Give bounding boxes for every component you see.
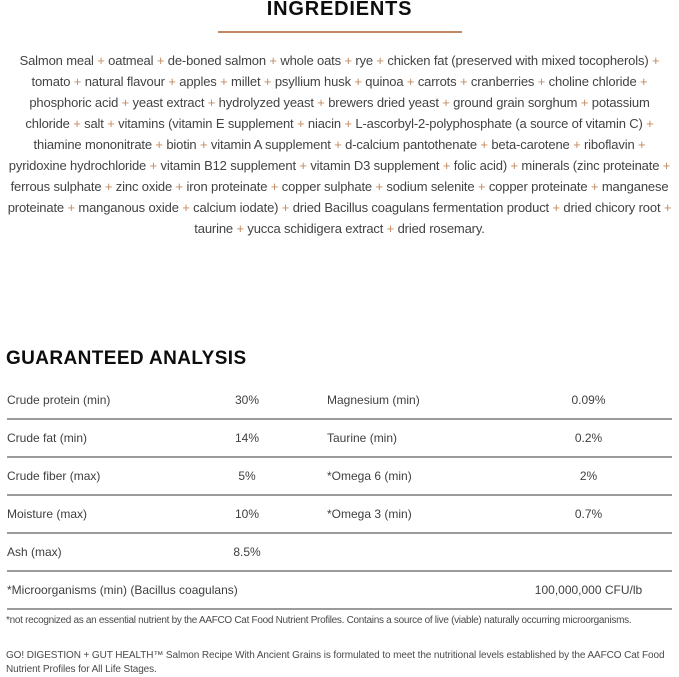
analysis-value: 0.7% xyxy=(574,507,603,521)
analysis-label: Crude protein (min) xyxy=(7,393,111,407)
guaranteed-analysis-title: GUARANTEED ANALYSIS xyxy=(6,348,247,369)
plus-separator: + xyxy=(350,74,366,89)
plus-separator: + xyxy=(267,179,282,194)
plus-separator: + xyxy=(659,158,671,173)
analysis-row xyxy=(7,420,672,458)
analysis-value: 8.5% xyxy=(233,545,261,559)
footnote-nutrient-disclaimer: *not recognized as an essential nutrient by the AAFCO Cat Food Nutrient Profiles. Contains a source of live (viable) naturally occurring microorganisms. xyxy=(6,615,632,626)
plus-separator: + xyxy=(293,116,308,131)
plus-separator: + xyxy=(587,179,602,194)
plus-separator: + xyxy=(371,179,387,194)
plus-separator: + xyxy=(660,200,672,215)
analysis-value: 0.2% xyxy=(574,431,603,445)
analysis-label: Crude fat (min) xyxy=(7,431,88,445)
analysis-row xyxy=(7,382,672,420)
plus-separator: + xyxy=(153,53,168,68)
analysis-row xyxy=(7,496,672,534)
analysis-row xyxy=(7,458,672,496)
plus-separator: + xyxy=(103,116,119,131)
plus-separator: + xyxy=(101,179,116,194)
plus-separator: + xyxy=(178,200,194,215)
analysis-value: 30% xyxy=(234,393,260,407)
title-divider-rule xyxy=(218,31,462,33)
ingredients-list: Salmon meal + oatmeal + de-boned salmon + whole oats + rye + chicken fat (preserved with mixed tocopherols) + tomato + natural flavour + apples + millet + psyllium husk + quinoa + carrots + cranberries + choline chloride + phosphoric acid + yeast extract + hydrolyzed yeast + brewers dried yeast + ground grain sorghum + potassium chloride + salt + vitamins (vitamin E supplement + niacin + L-ascorbyl-2-polyphosphate (a source of vitamin C) + thiamine mononitrate + biotin + vitamin A supplement + d-calcium pantothenate + beta-carotene + riboflavin + pyridoxine hydrochloride + vitamin B12 supplement + vitamin D3 supplement + folic acid) + minerals (zinc proteinate + ferrous sulphate + zinc oxide + iron proteinate + copper sulphate + sodium selenite + copper proteinate + manganese proteinate + manganous oxide + calcium iodate) + dried Bacillus coagulans fermentation product + dried chicory root + taurine + yucca schidigera extract + dried rosemary. xyxy=(7,53,672,236)
analysis-label: Magnesium (min) xyxy=(327,393,420,407)
plus-separator: + xyxy=(634,137,646,152)
plus-separator: + xyxy=(340,53,356,68)
plus-separator: + xyxy=(69,116,85,131)
plus-separator: + xyxy=(476,137,492,152)
plus-separator: + xyxy=(118,95,133,110)
plus-separator: + xyxy=(151,137,167,152)
plus-separator: + xyxy=(642,116,654,131)
analysis-label: Taurine (min) xyxy=(327,431,398,445)
plus-separator: + xyxy=(507,158,522,173)
plus-separator: + xyxy=(569,137,584,152)
footnote-aafco-statement: GO! DIGESTION + GUT HEALTH™ Salmon Recipe With Ancient Grains is formulated to meet the nutritional levels established by the AAFCO Cat Food Nutrient Profiles for All Life Stages. xyxy=(6,650,665,675)
plus-separator: + xyxy=(64,200,79,215)
analysis-label: Crude fiber (max) xyxy=(7,469,101,483)
analysis-label: *Omega 3 (min) xyxy=(327,507,412,521)
plus-separator: + xyxy=(456,74,471,89)
plus-separator: + xyxy=(549,200,564,215)
plus-separator: + xyxy=(330,137,346,152)
plus-separator: + xyxy=(577,95,592,110)
plus-separator: + xyxy=(295,158,311,173)
analysis-value: 10% xyxy=(234,507,260,521)
analysis-value: 0.09% xyxy=(571,393,606,407)
analysis-value: 100,000,000 CFU/lb xyxy=(534,583,643,597)
analysis-label: *Omega 6 (min) xyxy=(327,469,412,483)
ingredients-title: INGREDIENTS xyxy=(266,0,413,20)
plus-separator: + xyxy=(438,95,454,110)
plus-separator: + xyxy=(636,74,648,89)
plus-separator: + xyxy=(313,95,329,110)
plus-separator: + xyxy=(403,74,418,89)
analysis-row xyxy=(7,534,672,572)
analysis-label: *Microorganisms (min) (Bacillus coagulans) xyxy=(7,583,238,597)
plus-separator: + xyxy=(196,137,211,152)
plus-separator: + xyxy=(146,158,161,173)
plus-separator: + xyxy=(265,53,281,68)
plus-separator: + xyxy=(439,158,454,173)
plus-separator: + xyxy=(232,221,248,236)
plus-separator: + xyxy=(93,53,109,68)
analysis-label: Ash (max) xyxy=(7,545,62,559)
plus-separator: + xyxy=(172,179,187,194)
plus-separator: + xyxy=(383,221,398,236)
plus-separator: + xyxy=(216,74,232,89)
analysis-value: 2% xyxy=(579,469,598,483)
analysis-value: 14% xyxy=(234,431,260,445)
plus-separator: + xyxy=(474,179,489,194)
plus-separator: + xyxy=(164,74,180,89)
analysis-label: Moisture (max) xyxy=(7,507,88,521)
plus-separator: + xyxy=(260,74,275,89)
analysis-row-microorganisms xyxy=(7,572,672,610)
plus-separator: + xyxy=(278,200,293,215)
plus-separator: + xyxy=(534,74,549,89)
plus-separator: + xyxy=(648,53,660,68)
plus-separator: + xyxy=(340,116,356,131)
plus-separator: + xyxy=(372,53,388,68)
plus-separator: + xyxy=(70,74,85,89)
plus-separator: + xyxy=(204,95,219,110)
analysis-value: 5% xyxy=(238,469,256,483)
guaranteed-analysis-table xyxy=(7,382,672,610)
